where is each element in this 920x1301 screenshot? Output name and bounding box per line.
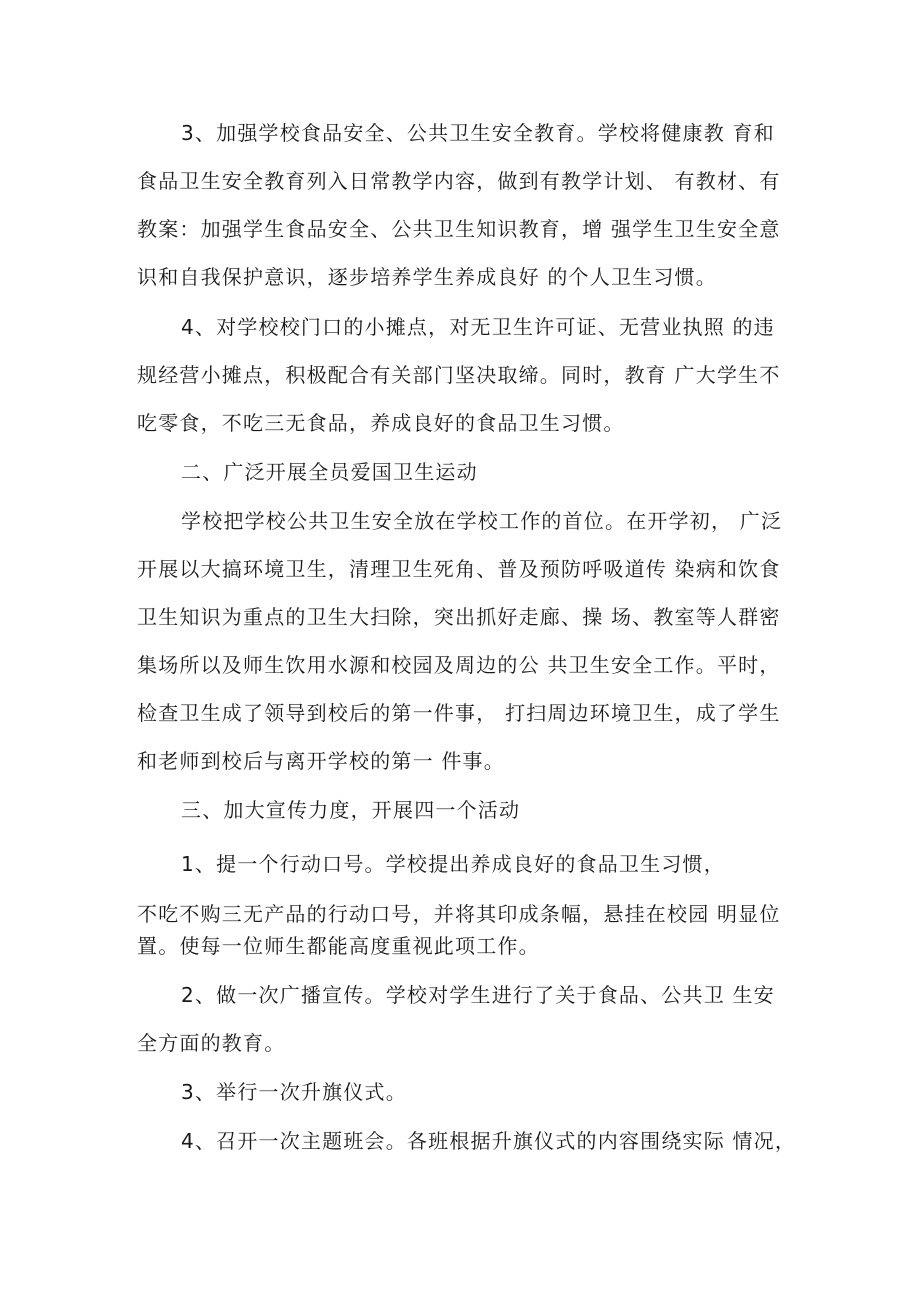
text-line: 吃零食，不吃三无食品，养成良好的食品卫生习惯。 <box>137 411 625 435</box>
text-line: 1、提一个行动口号。学校提出养成良好的食品卫生习惯， <box>181 852 725 876</box>
text-line: 食品卫生安全教育列入日常教学内容，做到有教学计划、 有教材、有 <box>137 169 781 193</box>
text-line: 检查卫生成了领导到校后的第一件事， 打扫周边环境卫生，成了学生 <box>137 701 781 725</box>
text-line: 教案：加强学生食品安全、公共卫生知识教育，增 强学生卫生安全意 <box>137 217 781 241</box>
text-line: 3、举行一次升旗仪式。 <box>181 1080 407 1104</box>
text-line: 识和自我保护意识，逐步培养学生养成良好 的个人卫生习惯。 <box>137 265 717 289</box>
text-line: 规经营小摊点，积极配合有关部门坚决取缔。同时，教育 广大学生不 <box>137 363 781 387</box>
text-line: 不吃不购三无产品的行动口号，并将其印成条幅，悬挂在校园 明显位 <box>137 902 781 926</box>
text-line: 4、召开一次主题班会。各班根据升旗仪式的内容围绕实际 情况， <box>181 1129 797 1153</box>
text-line: 4、对学校校门口的小摊点，对无卫生许可证、无营业执照 的违 <box>181 315 775 339</box>
text-line: 学校把学校公共卫生安全放在学校工作的首位。在开学初， 广泛 <box>181 509 783 533</box>
text-line: 全方面的教育。 <box>137 1031 286 1055</box>
text-line: 置。使每一位师生都能高度重视此项工作。 <box>137 934 540 958</box>
text-line: 2、做一次广播宣传。学校对学生进行了关于食品、公共卫 生安 <box>181 983 775 1007</box>
text-line: 卫生知识为重点的卫生大扫除，突出抓好走廊、操 场、教室等人群密 <box>137 605 781 629</box>
text-line: 集场所以及师生饮用水源和校园及周边的公 共卫生安全工作。平时， <box>137 653 781 677</box>
text-line: 和老师到校后与离开学校的第一 件事。 <box>137 749 505 773</box>
section-heading: 三、加大宣传力度，开展四一个活动 <box>181 798 521 822</box>
text-line: 3、加强学校食品安全、公共卫生安全教育。学校将健康教 育和 <box>181 121 775 145</box>
text-line: 开展以大搞环境卫生，清理卫生死角、普及预防呼吸道传 染病和饮食 <box>137 557 781 581</box>
section-heading: 二、广泛开展全员爱国卫生运动 <box>181 460 478 484</box>
